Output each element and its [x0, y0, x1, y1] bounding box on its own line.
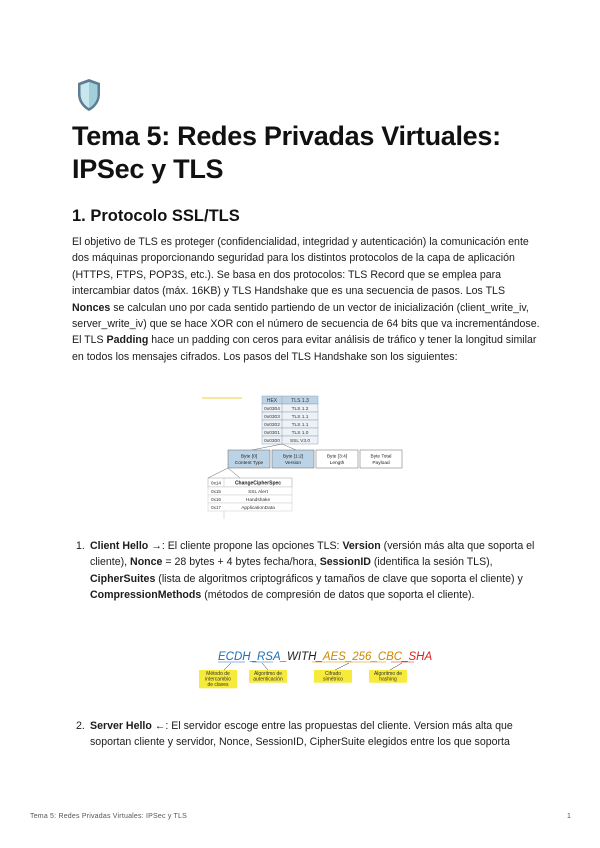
version-code: 0x0304 [264, 407, 280, 412]
cipher-sep-3: _ [402, 651, 409, 663]
intro-paragraph: El objetivo de TLS es proteger (confidencialidad, integridad y autenticación) la comunicación ente dos máquinas proporcionando seguridad para los distintos protocolos de la capa de aplicación (HTTPS, FTPS, POP3S, etc.). Se basa en dos protocolos: TLS Record que se emplea para intercambiar datos (máx. 16KB) y TLS Handshake que es una secuencia de pasos. Los TLS Nonces se calculan uno por cada sentido partiendo de un vector de inicialización (client_write_iv, server_write_iv) que se hace XOR con el número de secuencia de 64 bits que va incrementándose. El TLS Padding hace un padding con ceros para evitar análisis de tráfico y tener la longitud similar en todos los mensajes cifrados. Los pasos del TLS Handshake son los siguientes: [72, 236, 540, 363]
version-name: TLS 1.1 [291, 415, 309, 420]
version-code: 0x0300 [264, 439, 280, 444]
list-item: 1. Client Hello →: El cliente propone las opciones TLS: Version (versión más alta que soporta el cliente), Nonce = 28 bytes + 4 bytes fecha/hora, SessionID (identifica la sesión TLS), CipherSuites (lista de algoritmos criptográficos y tamaños de clave que soporta el cliente) y CompressionMethods (métodos de compresión de datos que soporta el cliente). [76, 540, 535, 602]
page-title: Tema 5: Redes Privadas Virtuales: IPSec y TLS [72, 121, 501, 184]
page-number: 1 [567, 813, 571, 820]
cipher-label-text: Método de [206, 671, 230, 677]
cipher-label-text: Algoritmo de [253, 671, 283, 677]
type-name: Handshake [245, 497, 271, 503]
list-item: 2. Server Hello ←: El servidor escoge entre las propuestas del cliente. Version más alta que soportan cliente y servidor, Nonce, SessionID, CipherSuite elegidos entre los que soporta [76, 720, 513, 749]
version-table [262, 396, 318, 444]
content-type-table [208, 478, 292, 519]
cipher-sep-1: _ [250, 651, 257, 663]
cipher-part-kex: ECDH [218, 651, 251, 663]
byte-box-field: Payload [372, 461, 390, 466]
type-code: 0x16 [211, 496, 221, 502]
version-name: SSL V3.0 [289, 439, 311, 444]
cipher-label-text: simétrico [322, 676, 344, 683]
version-name: TLS 1.1 [291, 423, 309, 428]
tls-record-diagram [200, 392, 410, 520]
handshake-step-1 [72, 538, 542, 604]
version-code: 0x0302 [264, 423, 280, 428]
cipher-label-text: Algoritmo de [373, 671, 403, 677]
byte-box-range: Byte [3:4] [326, 454, 348, 460]
cipher-part-enc: AES_256_CBC [322, 651, 403, 663]
handshake-step-2 [72, 718, 542, 751]
byte-box-range: Byte [0] [240, 454, 258, 460]
cipher-label-text: de claves [207, 682, 229, 689]
cipher-label-text: Cifrado [324, 671, 342, 677]
byte-box-field: Length [329, 461, 345, 466]
cipher-sep-2: _WITH_ [280, 651, 323, 663]
type-code: 0x15 [211, 488, 221, 494]
type-header-name: ChangeCipherSpec [234, 480, 282, 487]
version-header-name: TLS 1.3 [291, 398, 309, 405]
svg-text:ECDH_RSA_WITH_AES_256_CBC_SHA [218, 651, 432, 663]
shield-icon [76, 78, 102, 112]
section-heading: 1. Protocolo SSL/TLS [72, 207, 240, 225]
version-name: TLS 1.2 [291, 407, 309, 412]
cipher-label-text: autenticación [253, 676, 283, 683]
cipher-suite-figure [196, 648, 433, 698]
byte-box-range: Byte Total [370, 454, 392, 460]
cipher-label-text: hashing [379, 676, 397, 683]
byte-box-field: Content Type [234, 461, 264, 466]
version-code: 0x0303 [264, 415, 280, 420]
cipher-label-text: intercambio [205, 676, 231, 683]
type-name: ApplicationData [241, 505, 275, 511]
cipher-part-hash: SHA [408, 651, 433, 663]
page-footer: Tema 5: Redes Privadas Virtuales: IPSec y TLS [30, 813, 187, 820]
byte-box-field: Version [285, 461, 301, 466]
type-code: 0x17 [211, 504, 221, 510]
version-code: 0x0301 [264, 431, 280, 436]
type-header-code: 0x14 [211, 480, 221, 486]
cipher-part-auth: RSA [257, 651, 281, 663]
byte-box-range: Byte [1:2] [282, 454, 304, 460]
version-name: TLS 1.0 [291, 431, 309, 436]
version-header-code: HEX [266, 398, 278, 405]
type-name: SSL Alert [248, 489, 268, 495]
